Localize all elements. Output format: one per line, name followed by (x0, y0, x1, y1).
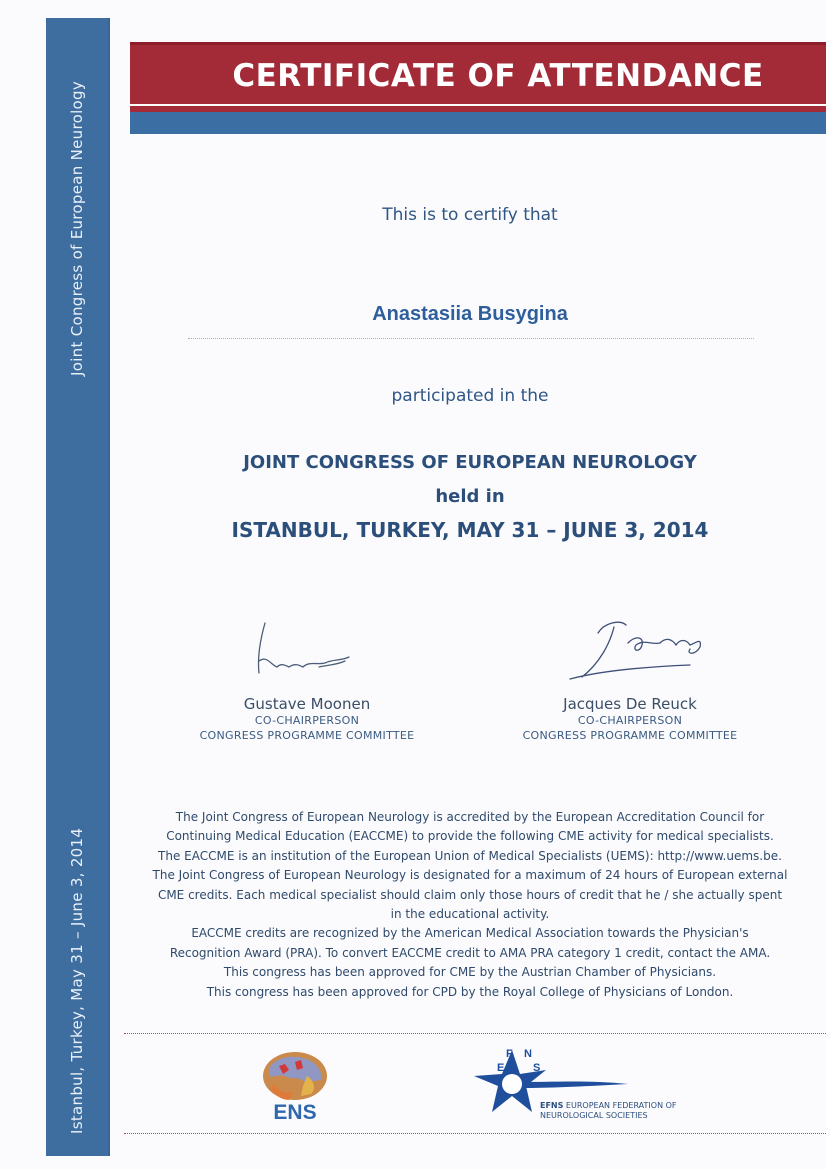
signature-block-right (510, 615, 750, 743)
signatory-name: Gustave Moonen (243, 695, 371, 713)
certificate-title: CERTIFICATE OF ATTENDANCE (232, 58, 764, 94)
held-in-line: held in (435, 486, 505, 507)
recipient-name: Anastasiia Busygina (372, 303, 568, 325)
efns-caption-abbr: EFNS (540, 1101, 564, 1110)
event-location-date: ISTANBUL, TURKEY, MAY 31 – JUNE 3, 2014 (231, 518, 709, 542)
signatory-role: CO-CHAIRPERSON (577, 714, 683, 727)
accreditation-line: The EACCME is an institution of the European Union of Medical Specialists (UEMS): http://www.uems.be. (158, 848, 782, 863)
signature-block-left (187, 615, 427, 743)
accreditation-line: Recognition Award (PRA). To convert EACCME credit to AMA PRA category 1 credit, contact the AMA. (169, 945, 771, 960)
header-stripe (130, 112, 826, 134)
participated-line: participated in the (391, 386, 549, 406)
header-divider (130, 104, 826, 106)
efns-caption (540, 1101, 710, 1121)
signatory-role: CO-CHAIRPERSON (254, 714, 360, 727)
signature-moonen-icon (237, 615, 377, 693)
side-band-location-text: Istanbul, Turkey, May 31 – June 3, 2014 (68, 827, 86, 1134)
accreditation-line: Continuing Medical Education (EACCME) to provide the following CME activity for medical specialists. (166, 829, 774, 844)
efns-caption-line2: NEUROLOGICAL SOCIETIES (540, 1111, 648, 1120)
footer-divider-top (124, 1033, 826, 1034)
efns-letter-f: F (506, 1048, 513, 1060)
accreditation-line: in the educational activity. (390, 907, 550, 922)
accreditation-line: CME credits. Each medical specialist should claim only those hours of credit that he / she actually spent (157, 887, 783, 902)
efns-caption-line1: EUROPEAN FEDERATION OF (563, 1101, 677, 1110)
ens-logo-icon (255, 1046, 335, 1122)
signatory-committee: CONGRESS PROGRAMME COMMITTEE (199, 729, 415, 742)
efns-letter-e: E (497, 1062, 505, 1074)
certify-line: This is to certify that (382, 205, 558, 225)
signature-dereuck-icon (540, 615, 720, 693)
signatory-name: Jacques De Reuck (563, 695, 697, 713)
name-underline (188, 338, 754, 339)
efns-letter-s: S (533, 1062, 541, 1074)
efns-letter-n: N (524, 1048, 532, 1060)
accreditation-line: The Joint Congress of European Neurology is accredited by the European Accreditation Council for (175, 810, 765, 824)
side-band-congress-text: Joint Congress of European Neurology (68, 80, 86, 376)
accreditation-statement (140, 808, 800, 1002)
accreditation-line: EACCME credits are recognized by the American Medical Association towards the Physician's (191, 926, 749, 941)
accreditation-line: This congress has been approved for CPD by the Royal College of Physicians of London. (206, 984, 734, 999)
footer-divider-bottom (124, 1133, 826, 1134)
event-name: JOINT CONGRESS OF EUROPEAN NEUROLOGY (243, 452, 697, 473)
ens-logo-text: ENS (273, 1101, 317, 1122)
accreditation-line: This congress has been approved for CME by the Austrian Chamber of Physicians. (223, 965, 717, 980)
accreditation-line: The Joint Congress of European Neurology is designated for a maximum of 24 hours of European external (152, 868, 788, 883)
signatory-committee: CONGRESS PROGRAMME COMMITTEE (522, 729, 738, 742)
